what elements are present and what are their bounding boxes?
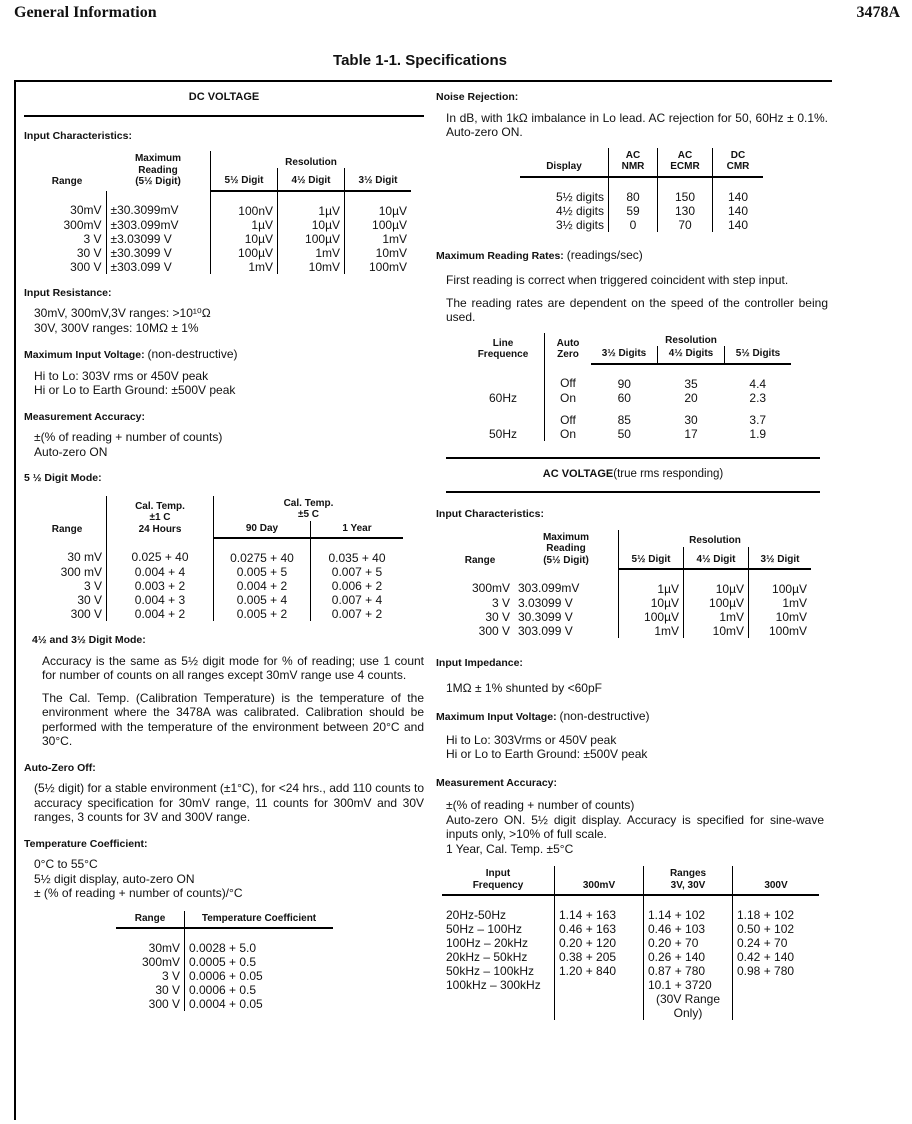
table-row: 30mV 0.0028 + 5.0 (116, 928, 333, 955)
table-title: Table 1-1. Specifications (333, 52, 507, 69)
rates-p2: The reading rates are dependent on the speed of the controller being used. (446, 295, 828, 324)
ac-accuracy-heading: Measurement Accuracy: (436, 776, 557, 789)
noise-h-display: Display (520, 148, 609, 177)
freq-h-input: Input Frequency (442, 866, 555, 895)
m55-h-cal1: Cal. Temp. ±1 C 24 Hours (107, 496, 214, 539)
dc-max-input-heading: Maximum Input Voltage: (non-destructive) (24, 347, 238, 361)
table-row: Off 85 30 3.7 (462, 405, 791, 427)
rates-h-d45: 4½ Digits (658, 346, 725, 364)
ac-voltage-title: AC VOLTAGE(true rms responding) (446, 459, 820, 494)
noise-h-nmr: AC NMR (609, 148, 658, 177)
table-row: 300mV 303.099mV 1µV 10µV 100µV (446, 569, 811, 596)
table-row: 60Hz On 60 20 2.3 (488, 390, 767, 405)
freq-h-300v: 300V (733, 866, 820, 895)
table-row: 100Hz – 20kHz 0.20 + 120 0.20 + 70 0.24 + 70 (442, 936, 819, 950)
rates-h-line: Line Frequence (477, 337, 529, 360)
tempco-heading: Temperature Coefficient: (24, 837, 148, 850)
noise-h-ecmr: AC ECMR (658, 148, 713, 177)
noise-heading: Noise Rejection: (436, 91, 519, 103)
dc-input-table (28, 151, 411, 274)
ac-h-d55: 5½ Digit (619, 547, 684, 569)
table-row: 300 V 0.0004 + 0.05 (116, 997, 333, 1011)
dc-h-max: Maximum Reading (5½ Digit) (134, 153, 182, 187)
noise-table (520, 148, 763, 232)
table-row: 3½ digits 0 70 140 (520, 218, 763, 232)
table-row: 30 V 0.004 + 3 0.005 + 4 0.007 + 4 (28, 593, 403, 607)
table-row: 300 mV 0.004 + 4 0.005 + 5 0.007 + 5 (28, 565, 403, 579)
rates-h-res: Resolution (665, 334, 717, 346)
rates-h-auto: Auto Zero (545, 333, 592, 364)
dc-accuracy-heading: Measurement Accuracy: (24, 410, 145, 423)
table-row: 50Hz On 50 17 1.9 (488, 426, 767, 441)
rates-h-d55: 5½ Digits (725, 346, 792, 364)
model-number: 3478A (856, 4, 900, 21)
rates-h-d35: 3½ Digits (591, 346, 658, 364)
mode55-table (28, 496, 403, 622)
ac-h-d45: 4½ Digit (684, 547, 749, 569)
tempco-text: 0°C to 55°C 5½ digit display, auto-zero ON ± (% of reading + number of counts)/°C (34, 857, 243, 900)
ac-max-input-heading: Maximum Input Voltage: (non-destructive) (436, 709, 650, 723)
noise-h-cmr: DC CMR (713, 148, 764, 177)
table-row: 3 V ±3.03099 V 10µV 100µV 1mV (28, 232, 411, 246)
autozero-text: (5½ digit) for a stable environment (±1°C), for <24 hrs., add 110 counts to accuracy specification for 30mV range, 11 counts for 300mV and 30V ranges, 3 counts for 3V and 300V range. (34, 781, 424, 824)
table-row: 300 V 303.099 V 1mV 10mV 100mV (446, 624, 811, 638)
m55-h-90: 90 Day (214, 521, 311, 539)
ac-h-res: Resolution (619, 530, 812, 547)
noise-text: In dB, with 1kΩ imbalance in Lo lead. AC rejection for 50, 60Hz ± 0.1%. Auto-zero ON. (446, 110, 828, 139)
table-row: 30 mV 0.025 + 40 0.0275 + 40 0.035 + 40 (28, 538, 403, 565)
table-row: 300mV 0.0005 + 0.5 (116, 955, 333, 969)
ac-accuracy-text: ±(% of reading + number of counts) Auto-zero ON. 5½ digit display. Accuracy is specified for sine-wave inputs only, >10% of full scale. 1 Year, Cal. Temp. ±5°C (446, 798, 824, 856)
table-row: 20Hz-50Hz 1.14 + 163 1.14 + 102 1.18 + 102 (442, 895, 819, 922)
table-row: 300mV ±303.099mV 1µV 10µV 100µV (28, 218, 411, 232)
ac-freq-table (442, 866, 819, 1020)
ac-input-table (446, 530, 811, 639)
ac-impedance-heading: Input Impedance: (436, 657, 523, 669)
dc-h-d35: 3½ Digit (345, 168, 412, 190)
mode45-p2: The Cal. Temp. (Calibration Temperature) is the temperature of the environment where the 3478A was calibrated. Calibration should be performed with the temperature of the environment between 20°C and 30°C. (42, 690, 424, 748)
m55-h-range: Range (51, 523, 83, 535)
input-resistance-text: 30mV, 300mV,3V ranges: >10¹⁰Ω 30V, 300V ranges: 10MΩ ± 1% (34, 306, 211, 335)
table-row: 3 V 3.03099 V 10µV 100µV 1mV (446, 596, 811, 610)
freq-h-ranges: Ranges 3V, 30V (644, 866, 733, 895)
tempco-table (116, 911, 333, 1012)
dc-h-range: Range (51, 176, 83, 187)
table-row: 30 V 0.0006 + 0.5 (116, 983, 333, 997)
table-row: 30 V ±30.3099 V 100µV 1mV 10mV (28, 246, 411, 260)
dc-h-d55: 5½ Digit (211, 168, 278, 190)
right-column (436, 82, 828, 1020)
rates-table (462, 333, 791, 441)
table-row: 30 V 30.3099 V 100µV 1mV 10mV (446, 610, 811, 624)
tc-h-coef: Temperature Coefficient (185, 911, 334, 929)
dc-voltage-title: DC VOLTAGE (24, 82, 424, 117)
table-row: 30mV ±30.3099mV 100nV 1µV 10µV (28, 191, 411, 218)
m55-h-cal2: Cal. Temp. ±5 C (214, 496, 404, 521)
mode45-p1: Accuracy is the same as 5½ digit mode for % of reading; use 1 count for number of counts on all ranges except 30mV range use 4 counts. (42, 653, 424, 682)
ac-h-range: Range (464, 554, 496, 566)
spec-frame (14, 80, 832, 1120)
ac-h-max: Maximum Reading (5½ Digit) (542, 531, 590, 566)
input-resistance-heading: Input Resistance: (24, 286, 112, 299)
rates-p1: First reading is correct when triggered coincident with step input. (446, 273, 789, 287)
autozero-heading: Auto-Zero Off: (24, 761, 96, 774)
table-row: 300 V 0.004 + 2 0.005 + 2 0.007 + 2 (28, 607, 403, 621)
dc-accuracy-text: ±(% of reading + number of counts) Auto-zero ON (34, 430, 223, 459)
table-row: 3 V 0.003 + 2 0.004 + 2 0.006 + 2 (28, 579, 403, 593)
table-row: 4½ digits 59 130 140 (520, 204, 763, 218)
ac-max-input-text: Hi to Lo: 303Vrms or 450V peak Hi or Lo to Earth Ground: ±500V peak (446, 732, 648, 761)
ac-h-d35: 3½ Digit (749, 547, 812, 569)
mode55-heading: 5 ½ Digit Mode: (24, 472, 102, 484)
left-column (24, 82, 424, 1011)
dc-max-input-text: Hi to Lo: 303V rms or 450V peak Hi or Lo to Earth Ground: ±500V peak (34, 368, 236, 397)
dc-h-res: Resolution (211, 151, 412, 168)
ac-impedance-text: 1MΩ ± 1% shunted by <60pF (446, 680, 602, 695)
table-row: Off 90 35 4.4 (462, 364, 791, 391)
table-row: 50Hz – 100Hz 0.46 + 163 0.46 + 103 0.50 + 102 (442, 922, 819, 936)
table-row: 3 V 0.0006 + 0.05 (116, 969, 333, 983)
dc-h-d45: 4½ Digit (278, 168, 345, 190)
table-row: 5½ digits 80 150 140 (520, 177, 763, 204)
table-row: 20kHz – 50kHz 0.38 + 205 0.26 + 140 0.42 + 140 (442, 950, 819, 964)
table-row: 300 V ±303.099 V 1mV 10mV 100mV (28, 260, 411, 274)
dc-input-char-heading: Input Characteristics: (24, 129, 132, 142)
section-header: General Information (14, 4, 157, 21)
ac-input-char-heading: Input Characteristics: (436, 508, 544, 520)
mode45-heading: 4½ and 3½ Digit Mode: (32, 634, 146, 646)
rates-heading: Maximum Reading Rates: (readings/sec) (436, 247, 643, 262)
tc-h-range: Range (116, 911, 185, 929)
freq-h-300mv: 300mV (555, 866, 644, 895)
table-row: 100kHz – 300kHz 10.1 + 3720 (30V Range Only) (442, 978, 819, 1020)
m55-h-1y: 1 Year (311, 521, 404, 539)
table-row: 50kHz – 100kHz 1.20 + 840 0.87 + 780 0.98 + 780 (442, 964, 819, 978)
